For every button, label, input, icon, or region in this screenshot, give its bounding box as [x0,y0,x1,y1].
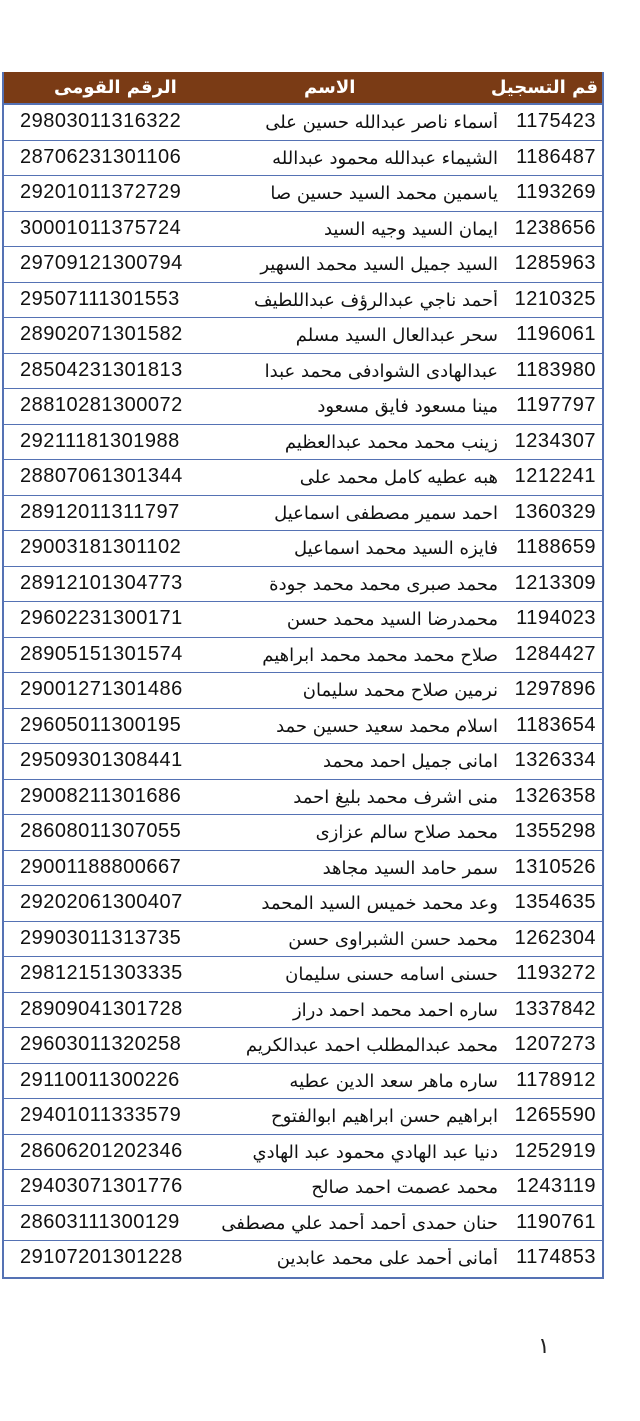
header-name: الاسم [304,77,356,98]
national-id: 29110011300226 [20,1068,180,1091]
national-id: 28606201202346 [20,1139,183,1162]
registration-number: 1326334 [514,749,596,771]
registration-number: 1360329 [514,500,596,523]
registration-number: 1194023 [516,607,596,629]
registration-number: 1175423 [516,110,596,132]
national-id: 29605011300195 [20,713,182,736]
national-id: 28810281300072 [20,394,183,416]
national-id: 29401011333579 [20,1104,182,1126]
national-id: 28905151301574 [20,642,183,665]
registration-number: 1186487 [516,145,596,168]
registration-number: 1234307 [514,429,596,452]
person-name: حسنى اسامه حسنى سليمان [285,964,498,985]
table-row [4,176,602,212]
registration-number: 1252919 [514,1139,596,1162]
registration-number: 1212241 [514,465,596,487]
table-row [4,1135,602,1171]
person-name: السيد جميل السيد محمد السهير [260,254,498,275]
national-id: 29509301308441 [20,749,183,771]
person-name: ساره ماهر سعد الدين عطيه [289,1070,498,1092]
registration-number: 1284427 [514,642,596,665]
national-id: 29403071301776 [20,1175,183,1197]
registration-number: 1183980 [516,358,596,381]
national-id: 28807061301344 [20,465,183,487]
registration-number: 1310526 [514,855,596,878]
person-name: الشيماء عبدالله محمود عبدالله [272,147,498,169]
person-name: محمد صلاح سالم عزازى [315,822,498,843]
table-row [4,141,602,177]
person-name: أسماء ناصر عبدالله حسين على [265,112,498,133]
national-id: 29709121300794 [20,252,183,274]
national-id: 29201011372729 [20,181,182,203]
registration-number: 1178912 [516,1068,596,1091]
table-row [4,957,602,993]
table-row [4,673,602,709]
table-row [4,993,602,1029]
national-id: 28912101304773 [20,571,183,594]
table-row [4,460,602,496]
person-name: محمد حسن الشبراوى حسن [288,928,498,950]
table-row [4,425,602,461]
person-name: سحر عبدالعال السيد مسلم [295,325,498,346]
person-name: حنان حمدى أحمد أحمد علي مصطفى [221,1212,498,1234]
table-header [4,72,602,105]
table-row [4,851,602,887]
registration-number: 1213309 [514,571,596,594]
person-name: اسلام محمد سعيد حسين حمد [276,715,498,737]
table-row [4,389,602,425]
person-name: محمد عبدالمطلب احمد عبدالكريم [245,1035,498,1056]
registration-number: 1207273 [514,1033,596,1055]
table-row [4,1206,602,1242]
national-id: 29107201301228 [20,1246,183,1268]
registration-number: 1197797 [516,394,596,416]
table-row [4,212,602,248]
person-name: ياسمين محمد السيد حسين صا [270,183,498,204]
national-id: 28603111300129 [20,1210,180,1233]
person-name: منى اشرف محمد بليغ احمد [293,786,498,808]
table-row [4,780,602,816]
registration-number: 1193272 [516,962,596,984]
national-id: 29812151303335 [20,962,183,984]
table-row [4,283,602,319]
table-row [4,567,602,603]
national-id: 29211181301988 [20,429,180,452]
table-row [4,531,602,567]
table-row [4,815,602,851]
national-id: 28912011311797 [20,500,180,523]
registration-number: 1262304 [514,926,596,949]
table-row [4,922,602,958]
national-id: 28706231301106 [20,145,182,168]
national-id: 29602231300171 [20,607,183,629]
national-id: 29507111301553 [20,287,180,310]
header-national-id: الرقم القومى [54,77,177,98]
national-id: 29903011313735 [20,926,182,949]
table-row [4,354,602,390]
registration-number: 1285963 [514,252,596,274]
national-id: 28909041301728 [20,997,183,1020]
table-row [4,709,602,745]
table-row [4,318,602,354]
registration-number: 1183654 [516,713,596,736]
person-name: زينب محمد محمد عبدالعظيم [284,431,498,453]
table-row [4,105,602,141]
person-name: نرمين صلاح محمد سليمان [302,680,498,701]
national-id: 30001011375724 [20,216,182,239]
table-row [4,247,602,283]
registration-table [2,72,604,1279]
registration-number: 1210325 [514,287,596,310]
national-id: 29603011320258 [20,1033,182,1055]
header-registration: قم التسجيل [490,77,598,98]
table-row [4,744,602,780]
person-name: ايمان السيد وجيه السيد [323,218,498,240]
person-name: سمر حامد السيد مجاهد [322,857,498,879]
national-id: 29001188800667 [20,855,182,878]
table-body [4,105,602,1277]
table-row [4,496,602,532]
registration-number: 1196061 [516,323,596,345]
table-row [4,1028,602,1064]
table-row [4,886,602,922]
table-row [4,1241,602,1277]
table-row [4,638,602,674]
person-name: محمدرضا السيد محمد حسن [286,609,498,630]
national-id: 29008211301686 [20,784,182,807]
person-name: احمد سمير مصطفى اسماعيل [274,502,498,524]
national-id: 29001271301486 [20,678,183,700]
person-name: فايزه السيد محمد اسماعيل [294,538,498,559]
table-row [4,1064,602,1100]
table-row [4,1099,602,1135]
registration-number: 1326358 [514,784,596,807]
registration-number: 1174853 [516,1246,596,1268]
registration-number: 1193269 [516,181,596,203]
registration-number: 1243119 [516,1175,596,1197]
person-name: ساره احمد محمد احمد دراز [292,999,498,1021]
table-row [4,1170,602,1206]
registration-number: 1190761 [516,1210,596,1233]
registration-number: 1188659 [516,536,596,558]
person-name: أحمد ناجي عبدالرؤف عبداللطيف [253,289,498,311]
national-id: 29003181301102 [20,536,182,558]
person-name: دنيا عبد الهادي محمود عبد الهادي [252,1141,498,1163]
person-name: مينا مسعود فايق مسعود [317,396,498,417]
person-name: أمانى أحمد على محمد عابدين [276,1248,498,1269]
registration-number: 1297896 [514,678,596,700]
person-name: محمد عصمت احمد صالح [311,1177,498,1198]
person-name: عبدالهادى الشوادفى محمد عبدا [264,360,498,382]
national-id: 29803011316322 [20,110,182,132]
national-id: 29202061300407 [20,891,183,913]
registration-number: 1354635 [514,891,596,913]
national-id: 28902071301582 [20,323,183,345]
person-name: ابراهيم حسن ابراهيم ابوالفتوح [271,1106,498,1127]
registration-number: 1337842 [514,997,596,1020]
person-name: وعد محمد خميس السيد المحمد [261,893,498,914]
person-name: هبه عطيه كامل محمد على [299,467,498,488]
national-id: 28608011307055 [20,820,182,842]
person-name: صلاح محمد محمد محمد ابراهيم [262,644,498,666]
page-number: ١ [538,1334,550,1359]
person-name: امانى جميل احمد محمد [323,751,498,772]
table-row [4,602,602,638]
person-name: محمد صبرى محمد محمد جودة [269,573,498,595]
registration-number: 1265590 [514,1104,596,1126]
registration-number: 1355298 [514,820,596,842]
national-id: 28504231301813 [20,358,183,381]
registration-number: 1238656 [514,216,596,239]
